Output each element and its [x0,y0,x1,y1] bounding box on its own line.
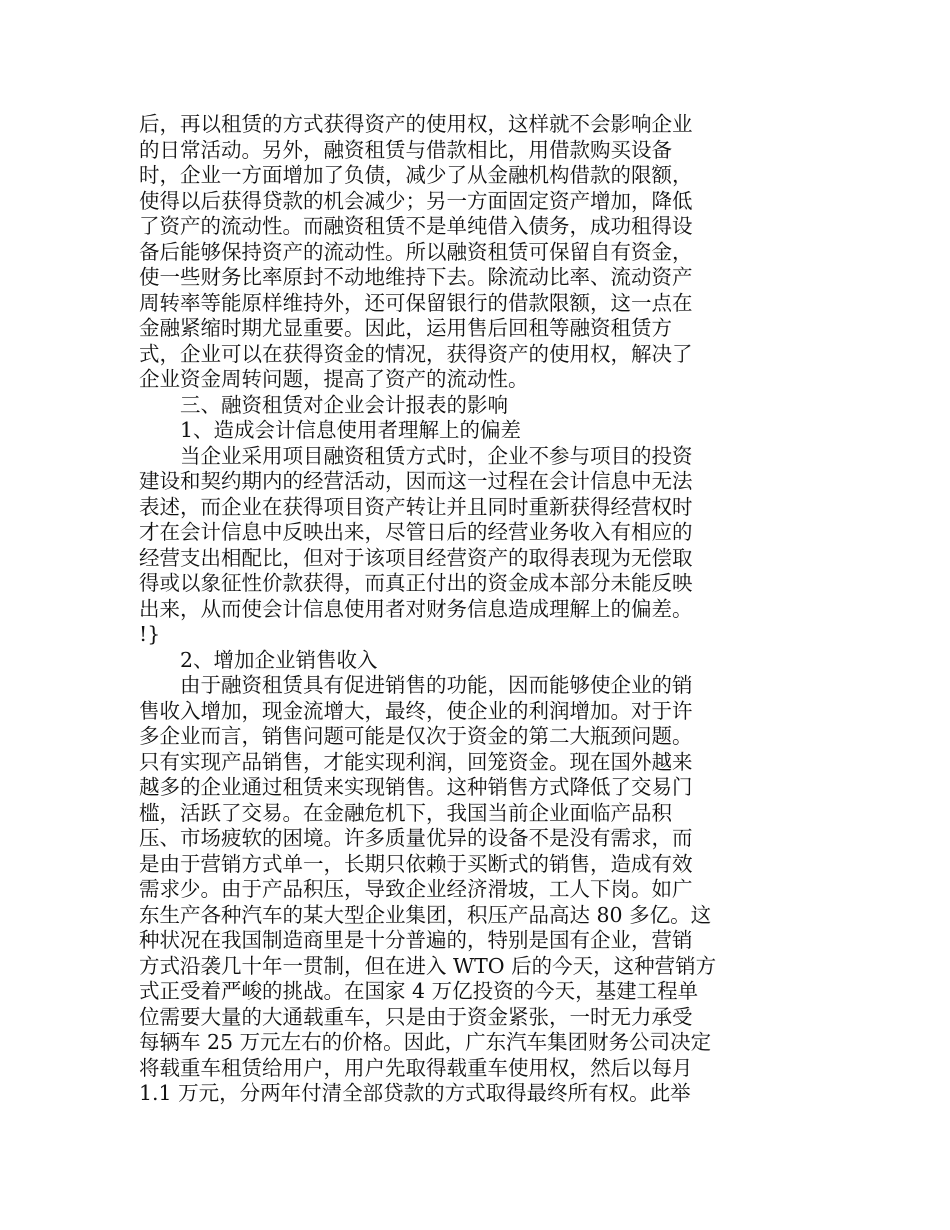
text-line: 备后能够保持资产的流动性。所以融资租赁可保留自有资金， [139,239,693,264]
text-line: 表述，而企业在获得项目资产转让并且同时重新获得经营权时 [139,494,693,519]
text-line: 式正受着严峻的挑战。在国家 4 万亿投资的今天，基建工程单 [139,979,699,1003]
text-line: 当企业采用项目融资租赁方式时，企业不参与项目的投资 [180,443,693,468]
text-line: 时，企业一方面增加了负债，减少了从金融机构借款的限额， [139,163,693,187]
text-line: 每辆车 25 万元左右的价格。因此，广东汽车集团财务公司决定 [139,1030,712,1054]
text-line: 的日常活动。另外，融资租赁与借款相比，用借款购买设备 [139,137,672,162]
text-line: 1、造成会计信息使用者理解上的偏差 [180,418,522,442]
text-line: 压、市场疲软的困境。许多质量优异的设备不是没有需求，而 [139,826,693,850]
text-line: 出来，从而使会计信息使用者对财务信息造成理解上的偏差。 [139,596,693,621]
text-line: 方式沿袭几十年一贯制，但在进入 WTO 后的今天，这种营销方 [139,953,717,978]
text-line: 由于融资租赁具有促进销售的功能，因而能够使企业的销 [180,673,693,697]
text-line: 企业资金周转问题，提高了资产的流动性。 [139,367,529,391]
text-line: 三、融资租赁对企业会计报表的影响 [180,392,508,417]
text-line: 将载重车租赁给用户，用户先取得载重车使用权，然后以每月 [139,1055,693,1080]
text-line: 建设和契约期内的经营活动，因而这一过程在会计信息中无法 [139,469,693,493]
text-line: 是由于营销方式单一，长期只依赖于买断式的销售，造成有效 [139,851,693,876]
text-line: 使得以后获得贷款的机会减少；另一方面固定资产增加，降低 [139,188,693,213]
text-line: 多企业而言，销售问题可能是仅次于资金的第二大瓶颈问题。 [139,724,693,748]
text-line: 金融紧缩时期尤显重要。因此，运用售后回租等融资租赁方 [139,316,672,340]
text-line: 才在会计信息中反映出来，尽管日后的经营业务收入有相应的 [139,520,693,544]
text-line: 使一些财务比率原封不动地维持下去。除流动比率、流动资产 [139,265,693,289]
text-line: 越多的企业通过租赁来实现销售。这种销售方式降低了交易门 [139,775,693,799]
text-line: 后，再以租赁的方式获得资产的使用权，这样就不会影响企业 [139,112,693,136]
text-line: 2、增加企业销售收入 [180,647,378,672]
document-page [139,112,749,1107]
text-line: 槛，活跃了交易。在金融危机下，我国当前企业面临产品积 [139,800,672,825]
text-line: 周转率等能原样维持外，还可保留银行的借款限额，这一点在 [139,290,693,315]
text-line: 式，企业可以在获得资金的情况，获得资产的使用权，解决了 [139,341,693,366]
text-line: 1.1 万元，分两年付清全部贷款的方式取得最终所有权。此举 [139,1081,691,1105]
text-line: 只有实现产品销售，才能实现利润，回笼资金。现在国外越来 [139,749,693,774]
text-line: 售收入增加，现金流增大，最终，使企业的利润增加。对于许 [139,698,693,723]
text-line: 种状况在我国制造商里是十分普遍的，特别是国有企业，营销 [139,928,693,952]
text-line: 了资产的流动性。而融资租赁不是单纯借入债务，成功租得设 [139,214,693,238]
text-line: !} [139,622,161,646]
text-line: 经营支出相配比，但对于该项目经营资产的取得表现为无偿取 [139,545,693,570]
text-line: 位需要大量的大通载重车，只是由于资金紧张，一时无力承受 [139,1004,693,1029]
text-line: 东生产各种汽车的某大型企业集团，积压产品高达 80 多亿。这 [139,902,712,927]
text-line: 需求少。由于产品积压，导致企业经济滑坡，工人下岗。如广 [139,877,693,901]
text-line: 得或以象征性价款获得，而真正付出的资金成本部分未能反映 [139,571,693,595]
